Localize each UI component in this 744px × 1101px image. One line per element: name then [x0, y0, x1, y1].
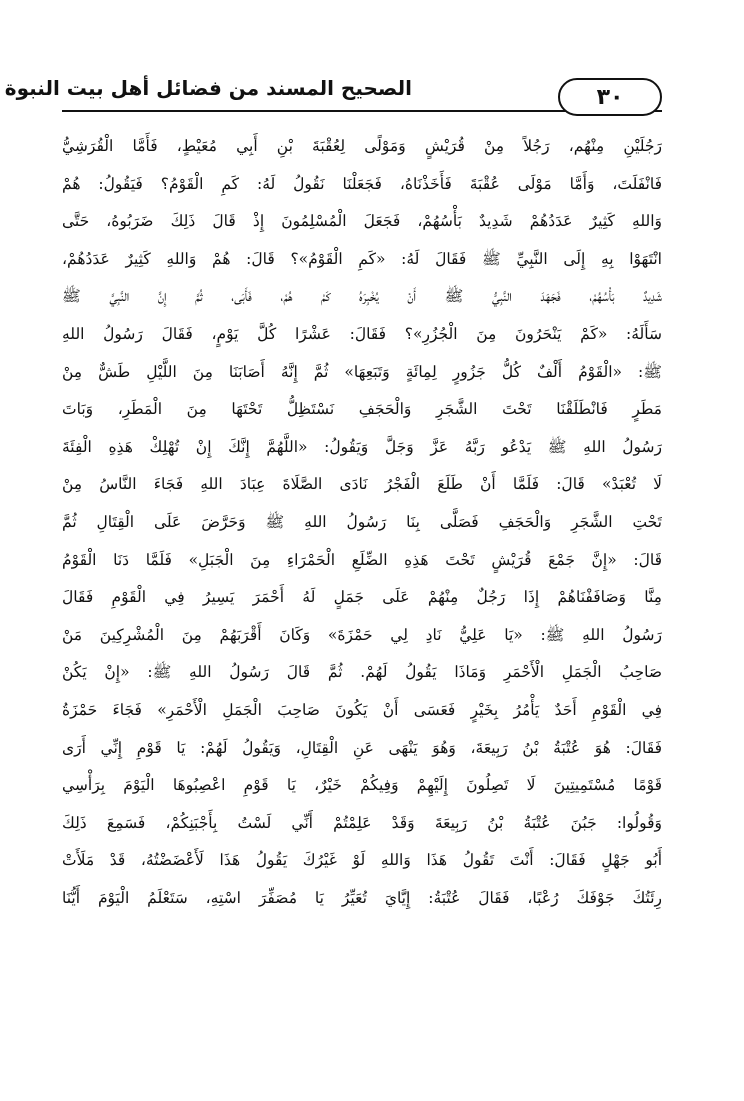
- text-line: تَحْتِ الشَّجَرِ وَالْحَجَفِ فَصَلَّى بِنَا رَسُولُ اللهِ ﷺ وَحَرَّضَ عَلَى الْقِتَالِ ثُمَّ: [62, 512, 662, 531]
- text-line: قَالَ: «إِنَّ جَمْعَ قُرَيْشٍ تَحْتَ هَذِهِ الضِّلَعِ الْحَمْرَاءِ مِنَ الْجَبَلِ» فَلَمَّا دَنَا الْقَوْمُ: [62, 550, 662, 569]
- text-line: صَاحِبُ الْجَمَلِ الْأَحْمَرِ وَمَاذَا يَقُولُ لَهُمْ. ثُمَّ قَالَ رَسُولُ اللهِ ﷺ: «إِنْ يَكُنْ: [62, 663, 662, 682]
- text-line: رَسُولُ اللهِ ﷺ يَدْعُو رَبَّهُ عَزَّ وَجَلَّ وَيَقُولُ: «اللَّهُمَّ إِنَّكَ إِنْ تُهْلِكْ هَذِهِ الْفِئَةَ: [62, 437, 662, 456]
- text-line: ﷺ: «الْقَوْمُ أَلْفٌ كُلُّ جَزُورٍ لِمِائَةٍ وَتَبَعِهَا» ثُمَّ إِنَّهُ أَصَابَنَا مِنَ اللَّيْلِ طَشٌّ مِنْ: [62, 362, 662, 381]
- page-header: [4, 72, 662, 122]
- text-line: فِي الْقَوْمِ أَحَدٌ يَأْمُرُ بِخَيْرٍ فَعَسَى أَنْ يَكُونَ صَاحِبَ الْجَمَلِ الْأَحْمَرِ» فَجَاءَ حَمْزَةُ: [62, 700, 662, 719]
- text-line: رَسُولُ اللهِ ﷺ: «يَا عَلِيُّ نَادِ لِي حَمْزَةَ» وَكَانَ أَقْرَبَهُمْ مِنَ الْمُشْرِكِينَ مَنْ: [62, 625, 662, 644]
- body-text: [62, 128, 662, 917]
- text-line: وَقُولُوا: جَبُنَ عُتْبَةُ بْنُ رَبِيعَةَ وَقَدْ عَلِمْتُمْ أَنِّي لَسْتُ بِأَجْبَنِكُمْ، فَسَمِعَ ذَلِكَ: [62, 813, 662, 832]
- text-line: مِنَّا وَصَافَفْنَاهُمْ إِذَا رَجُلٌ مِنْهُمْ عَلَى جَمَلٍ لَهُ أَحْمَرَ يَسِيرُ فِي الْقَوْمِ فَقَالَ: [62, 588, 662, 607]
- text-line: لَا تُعْبَدْ» قَالَ: فَلَمَّا أَنْ طَلَعَ الْفَجْرُ نَادَى الصَّلَاةَ عِبَادَ اللهِ فَجَاءَ النَّاسُ مِنْ: [62, 475, 662, 494]
- text-line: قَوْمًا مُسْتَمِيتِينَ لَا تَصِلُونَ إِلَيْهِمْ وَفِيكُمْ خَيْرٌ، يَا قَوْمِ اعْصِبُوهَا الْيَوْمَ بِرَأْسِي: [62, 776, 662, 795]
- page-number: ٣٠: [558, 78, 662, 116]
- text-line: مَطَرٍ فَانْطَلَقْنَا تَحْتَ الشَّجَرِ وَالْحَجَفِ نَسْتَظِلُّ تَحْتَهَا مِنَ الْمَطَرِ، وَبَاتَ: [62, 400, 662, 419]
- text-line: شَدِيدٌ بَأْسُهُمْ، فَجَهَدَ النَّبِيُّ ﷺ أَنْ يُخْبِرَهُ كَمْ هُمْ، فَأَبَى، ثُمَّ إِنَّ النَّبِيَّ ﷺ: [62, 287, 662, 306]
- text-line: فَقَالَ: هُوَ عُتْبَةُ بْنُ رَبِيعَةَ، وَهُوَ يَنْهَى عَنِ الْقِتَالِ، وَيَقُولُ لَهُمْ: يَا قَوْمِ إِنِّي أَرَى: [62, 738, 662, 757]
- text-line: فَانْفَلَتَ، وَأَمَّا مَوْلَى عُقْبَةَ فَأَخَذْنَاهُ، فَجَعَلْنَا نَقُولُ لَهُ: كَمِ الْقَوْمُ؟ فَيَقُولُ: هُمْ: [62, 174, 662, 193]
- text-line: رِئَتُكَ جَوْفَكَ رُعْبًا، فَقَالَ عُتْبَةُ: إِيَّايَ تُعَيِّرُ يَا مُصَفِّرَ اسْتِهِ، سَتَعْلَمُ الْيَوْمَ أَيُّنَا: [62, 888, 662, 907]
- running-title: الصحيح المسند من فضائل أهل بيت النبوة: [4, 76, 412, 100]
- text-line: رَجُلَيْنِ مِنْهُم، رَجُلاً مِنْ قُرَيْشٍ وَمَوْلًى لِعُقْبَةَ بْنِ أَبِي مُعَيْطٍ، فَأَمَّا الْقُرَشِيُّ: [62, 137, 662, 155]
- text-line: سَأَلَهُ: «كَمْ يَنْحَرُونَ مِنَ الْجُزُرِ»؟ فَقَالَ: عَشْرًا كُلَّ يَوْمٍ، فَقَالَ رَسُولُ اللهِ: [62, 324, 662, 343]
- text-line: انْتَهَوْا بِهِ إِلَى النَّبِيِّ ﷺ فَقَالَ لَهُ: «كَمِ الْقَوْمُ»؟ قَالَ: هُمْ وَاللهِ كَثِيرٌ عَدَدُهُمْ،: [62, 249, 662, 268]
- text-line: أَبُو جَهْلٍ فَقَالَ: أَنْتَ تَقُولُ هَذَا وَاللهِ لَوْ غَيْرُكَ يَقُولُ هَذَا لَأَعْضَضْتُهُ، قَدْ مَلَأَتْ: [62, 851, 662, 870]
- text-line: وَاللهِ كَثِيرٌ عَدَدُهُمْ شَدِيدٌ بَأْسُهُمْ، فَجَعَلَ الْمُسْلِمُونَ إِذْ قَالَ ذَلِكَ ضَرَبُوهُ، حَتَّى: [62, 212, 662, 231]
